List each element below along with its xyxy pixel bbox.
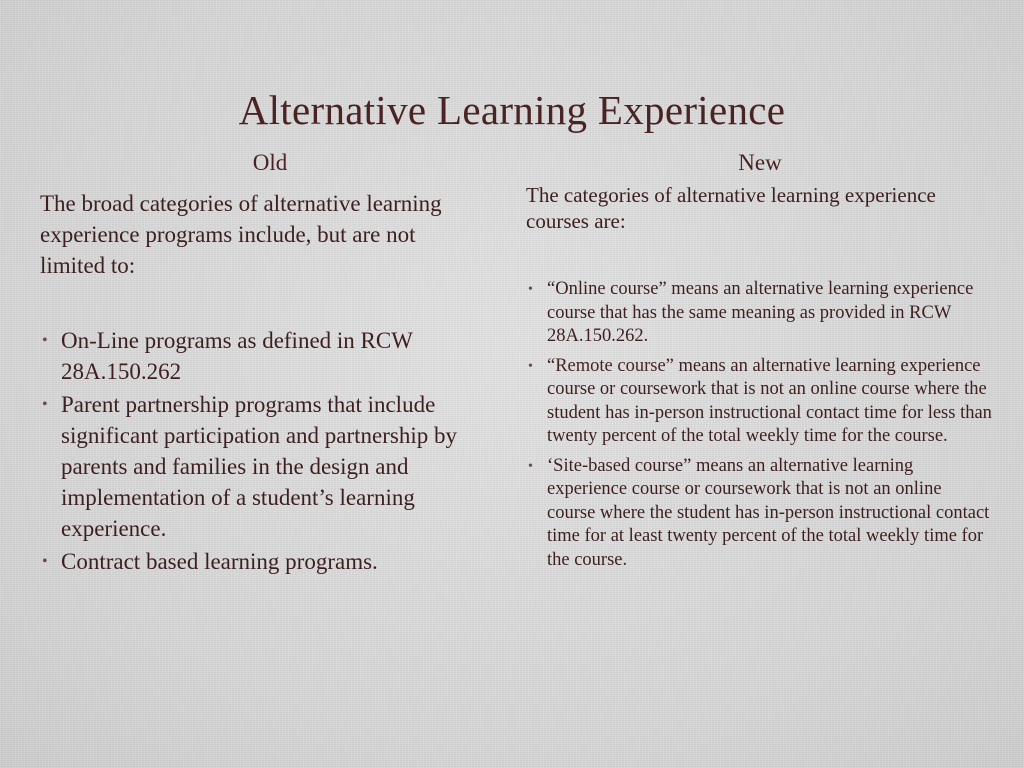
bullet-icon: • bbox=[42, 553, 48, 570]
new-intro: The categories of alternative learning experience courses are: bbox=[526, 183, 936, 233]
list-item bbox=[40, 325, 486, 387]
bullet-text: On-Line programs as defined in RCW 28A.150.262 bbox=[61, 328, 413, 384]
bullet-text: “Online course” means an alternative learning experience course that has the same meaning as provided in RCW 28A.150.262. bbox=[547, 279, 974, 346]
list-item bbox=[526, 455, 994, 573]
bullet-text: means an alternative learning experience course or coursework that is not an online course where the student has in-person instructional contact time for less than twenty percent of the total weekly time for the course. bbox=[547, 355, 992, 446]
old-column bbox=[40, 148, 486, 579]
bullet-icon: • bbox=[528, 282, 533, 297]
new-column bbox=[526, 148, 994, 578]
list-item bbox=[526, 278, 994, 349]
new-heading: New bbox=[738, 150, 782, 175]
bullet-icon: • bbox=[42, 332, 48, 349]
list-item bbox=[40, 546, 486, 577]
list-item bbox=[40, 389, 486, 544]
old-bullet-list bbox=[40, 325, 486, 577]
bullet-text: Contract based learning programs. bbox=[61, 549, 378, 574]
bullet-term: “Remote course” bbox=[547, 355, 674, 376]
list-item bbox=[526, 355, 994, 449]
old-heading: Old bbox=[252, 150, 288, 175]
bullet-text: Parent partnership programs that include significant participation and partnership by parents and families in the design and implementation of a student’s learning experience. bbox=[61, 392, 457, 541]
bullet-icon: • bbox=[528, 358, 533, 374]
bullet-text: ‘Site-based course” means an alternative learning experience course or coursework that is not an online course where the student has in-person instructional contact time for at least twenty percent of the total weekly time for the course. bbox=[547, 455, 990, 570]
new-bullet-list bbox=[526, 278, 994, 572]
slide-title: Alternative Learning Experience bbox=[238, 87, 786, 133]
bullet-icon: • bbox=[528, 458, 533, 474]
old-intro: The broad categories of alternative learning experience programs include, but are not limited to: bbox=[40, 191, 442, 278]
bullet-icon: • bbox=[42, 396, 48, 413]
